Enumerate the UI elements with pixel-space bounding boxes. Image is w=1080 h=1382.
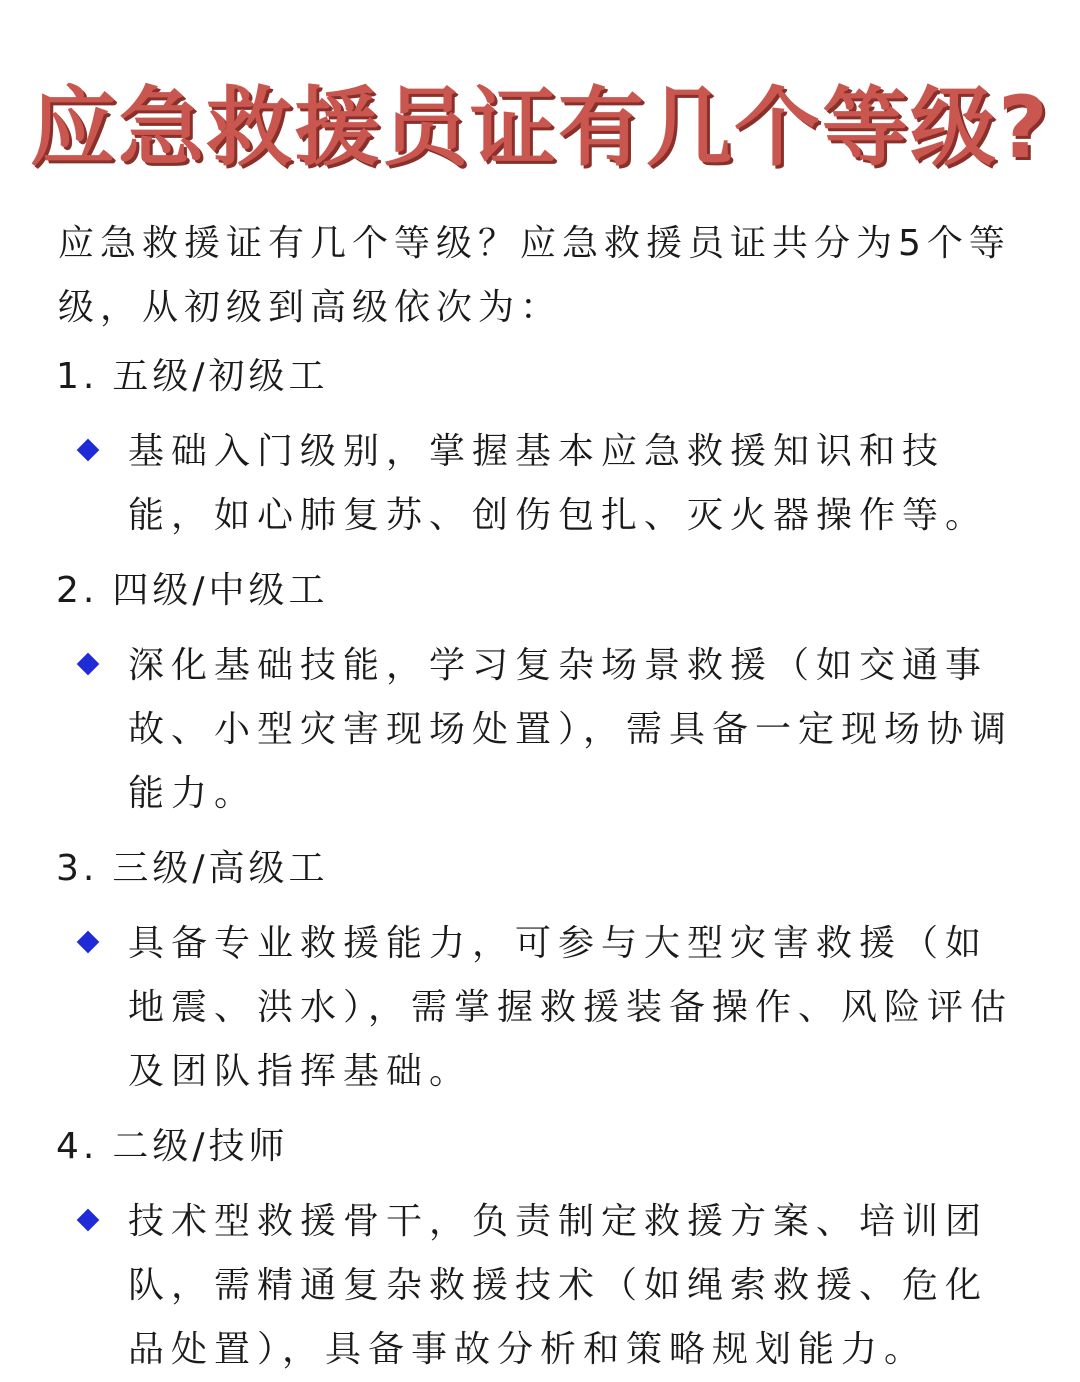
diamond-bullet-icon (77, 653, 100, 676)
section-heading-label: 二级/技师 (112, 1126, 289, 1167)
section-number: 2. (56, 570, 99, 611)
list-item (48, 634, 1038, 826)
section-number: 3. (56, 848, 99, 889)
section-heading (48, 354, 347, 400)
intro-paragraph: 应急救援证有几个等级？应急救援员证共分为5个等级，从初级到高级依次为： (58, 223, 1011, 328)
section-heading-label: 四级/中级工 (112, 570, 329, 611)
list-item (48, 420, 1038, 548)
diamond-bullet-icon (77, 1209, 100, 1232)
section-number: 4. (56, 1126, 99, 1167)
section-heading (48, 568, 347, 614)
section-heading (48, 846, 347, 892)
bullet-text: 具备专业救援能力，可参与大型灾害救援（如地震、洪水），需掌握救援装备操作、风险评估及团队指挥基础。 (128, 923, 1014, 1092)
section-heading (48, 1124, 307, 1170)
section-number: 1. (56, 356, 99, 397)
bullet-text: 深化基础技能，学习复杂场景救援（如交通事故、小型灾害现场处置），需具备一定现场协调能力。 (128, 645, 1014, 814)
list-item (48, 912, 1038, 1104)
bullet-text: 基础入门级别，掌握基本应急救援知识和技能，如心肺复苏、创伤包扎、灭火器操作等。 (128, 431, 989, 536)
bullet-text: 技术型救援骨干，负责制定救援方案、培训团队，需精通复杂救援技术（如绳索救援、危化品处置），具备事故分析和策略规划能力。 (128, 1201, 989, 1370)
diamond-bullet-icon (77, 931, 100, 954)
list-item (48, 1190, 1038, 1382)
level-section-2 (48, 1124, 1038, 1382)
level-section-5 (48, 354, 1038, 548)
section-heading-label: 五级/初级工 (112, 356, 329, 397)
section-heading-label: 三级/高级工 (112, 848, 329, 889)
level-section-4 (48, 568, 1038, 826)
page-title: 应急救援员证有几个等级? (30, 78, 1050, 178)
diamond-bullet-icon (77, 439, 100, 462)
level-section-3 (48, 846, 1038, 1104)
